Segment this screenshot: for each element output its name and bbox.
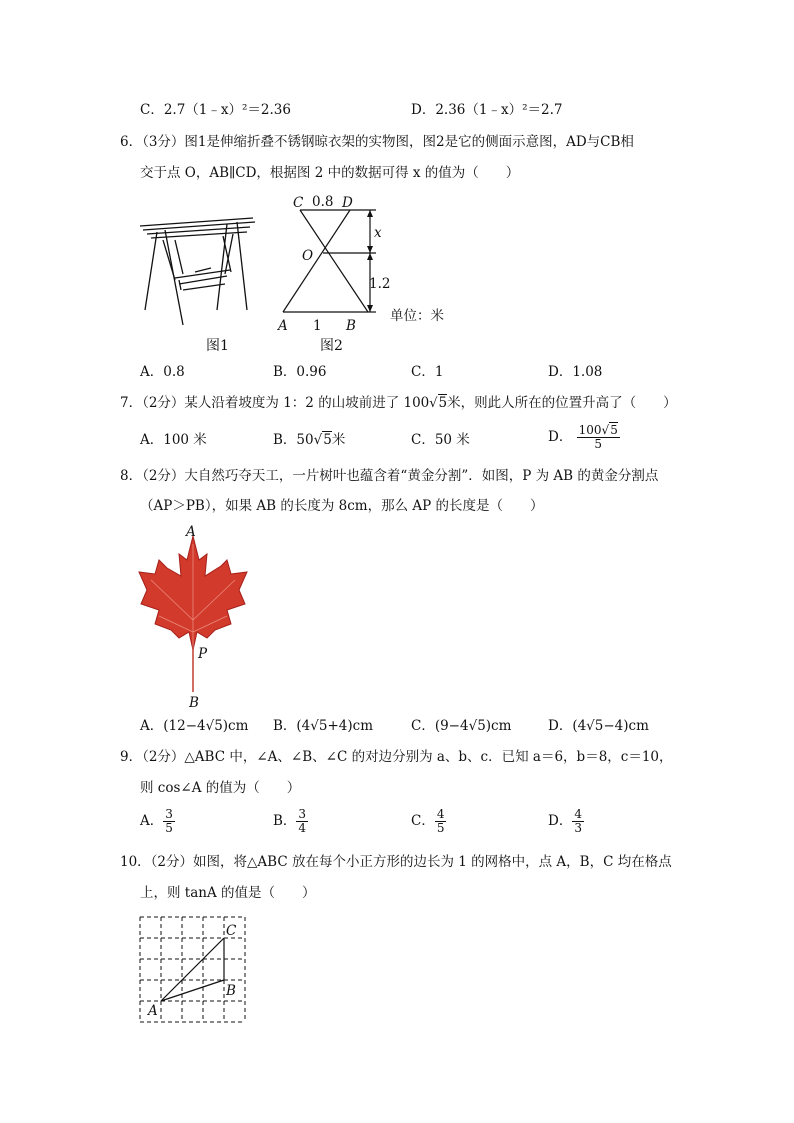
q6-fig2-point-a: A [278, 318, 288, 334]
q7-stem: 7．（2分）某人沿着坡度为 1：2 的山坡前进了 100√5米，则此人所在的位置升高了（ ） [120, 395, 677, 411]
q8-leaf-point-b: B [189, 695, 199, 711]
q9-option-a: A． $\frac{3}{5}$ [140, 807, 173, 835]
q8-maple-leaf-image [135, 520, 255, 710]
q5-option-d: D．2.36（1﹣x）²＝2.7 [411, 102, 563, 118]
q6-option-a: A．0.8 [140, 364, 185, 380]
q6-option-d: D．1.08 [548, 364, 603, 380]
q6-figure1-caption: 图1 [206, 338, 229, 354]
q6-stem-line1: 6．（3分）图1是伸缩折叠不锈钢晾衣架的实物图，图2是它的侧面示意图，AD与CB相 [120, 134, 634, 150]
q6-fig2-unit: 单位：米 [390, 308, 444, 324]
q6-fig2-length-h: 1.2 [369, 276, 391, 292]
q6-option-b: B．0.96 [273, 364, 327, 380]
q6-stem-line2: 交于点 O，AB∥CD，根据图 2 中的数据可得 x 的值为（ ） [140, 165, 520, 181]
q8-leaf-point-p: P [198, 646, 208, 662]
q10-stem-line1: 10．（2分）如图，将△ABC 放在每个小正方形的边长为 1 的网格中，点 A，B，C 均在格点 [120, 854, 672, 870]
q7-option-d: D． $\frac{100√5}{5}$ [548, 423, 618, 451]
q9-option-c: C． $\frac{4}{5}$ [411, 807, 445, 835]
q8-option-c: C．(9−4√5)cm [411, 718, 512, 734]
q8-stem-line1: 8．（2分）大自然巧夺天工，一片树叶也蕴含着“黄金分割”．如图，P 为 AB 的黄金分割点 [120, 468, 659, 484]
q6-fig2-length-x: x [374, 225, 382, 241]
q7-option-b: B．50√5米 [273, 432, 346, 448]
q6-figure1-drying-rack [135, 210, 260, 330]
q10-grid-point-b: B [226, 983, 236, 999]
q9-stem-line2: 则 cos∠A 的值为（ ） [140, 780, 301, 796]
q6-fig2-length-ab: 1 [313, 318, 322, 334]
q6-fig2-length-cd: 0.8 [312, 194, 334, 210]
q8-option-d: D．(4√5−4)cm [548, 718, 649, 734]
q10-grid-point-a: A [148, 1003, 158, 1019]
q5-option-c: C．2.7（1﹣x）²＝2.36 [140, 102, 291, 118]
q8-leaf-point-a: A [186, 524, 196, 540]
q10-stem-line2: 上，则 tanA 的值是（ ） [140, 885, 316, 901]
q8-option-a: A．(12−4√5)cm [140, 718, 249, 734]
q10-grid-point-c: C [226, 923, 237, 939]
q9-option-d: D． $\frac{4}{3}$ [548, 807, 582, 835]
q8-stem-line2: （AP＞PB），如果 AB 的长度为 8cm，那么 AP 的长度是（ ） [140, 498, 544, 514]
q9-stem-line1: 9．（2分）△ABC 中，∠A、∠B、∠C 的对边分别为 a、b、c．已知 a＝6，b＝8，c＝10， [120, 749, 673, 765]
q6-figure2-caption: 图2 [320, 338, 343, 354]
q6-fig2-point-o: O [302, 248, 314, 264]
q6-fig2-point-d: D [342, 195, 353, 211]
q9-option-b: B． $\frac{3}{4}$ [273, 807, 307, 835]
q6-fig2-point-b: B [346, 318, 356, 334]
q7-option-c: C．50 米 [411, 432, 470, 448]
q6-fig2-point-c: C [293, 195, 304, 211]
q6-option-c: C．1 [411, 364, 444, 380]
q8-option-b: B．(4√5+4)cm [273, 718, 373, 734]
q7-option-a: A．100 米 [140, 432, 207, 448]
